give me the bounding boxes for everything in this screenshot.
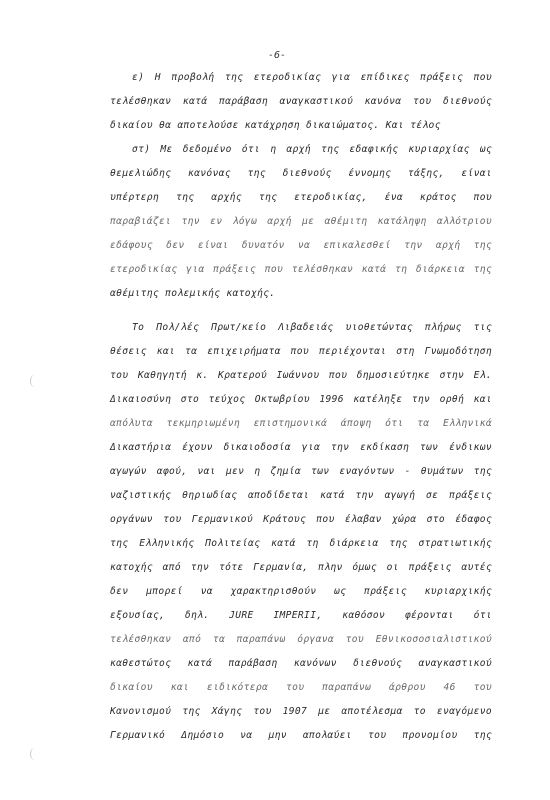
text-line: οργάνων του Γερμανικού Κράτους που έλαβαν χώρα στο έδαφος [110, 514, 492, 525]
text-line: καθεστώτος κατά παράβαση κανόνων διεθνούς αναγκαστικού [110, 658, 492, 669]
text-line: τελέσθηκαν από τα παραπάνω όργανα του Εθνικοσοσιαλιστικού [110, 634, 492, 645]
text-line: στ) Με δεδομένο ότι η αρχή της εδαφικής κυριαρχίας ως [132, 144, 492, 155]
text-line: εδάφους δεν είναι δυνατόν να επικαλεσθεί την αρχή της [110, 240, 492, 251]
text-line: θέσεις και τα επιχειρήματα που περιέχονται στη Γνωμοδότηση [110, 346, 492, 357]
text-line: δικαίου και ειδικότερα του παραπάνω άρθρου 46 του [110, 682, 492, 693]
text-line: ναζιστικής θηριωδίας αποδίδεται κατά την αγωγή σε πράξεις [110, 490, 492, 501]
text-line: απόλυτα τεκμηριωμένη επιστημονικά άποψη ότι τα Ελληνικά [110, 418, 492, 429]
text-line: εξουσίας, δηλ. JURE IMPERII, καθόσον φέρονται ότι [110, 610, 492, 621]
text-line: Το Πολ/λές Πρωτ/κείο Λιβαδειάς υιοθετώντας πλήρως τις [132, 322, 492, 333]
text-line: του Καθηγητή κ. Κρατερού Ιωάννου που δημοσιεύτηκε στην Ελ. [110, 370, 492, 381]
text-line: ετεροδικίας για πράξεις που τελέσθηκαν κατά τη διάρκεια της [110, 264, 492, 275]
text-line: αγωγών αφού, ναι μεν η ζημία των εναγόντων - θυμάτων της [110, 466, 492, 477]
text-line: τελέσθηκαν κατά παράβαση αναγκαστικού κανόνα του διεθνούς [110, 96, 492, 107]
text-line: Κανονισμού της Χάγης του 1907 με αποτέλεσμα το εναγόμενο [110, 706, 492, 717]
text-line: Δικαστήρια έχουν δικαιοδοσία για την εκδίκαση των ένδικων [110, 442, 492, 453]
binder-hole-mark [30, 375, 39, 387]
text-line: κατοχής από την τότε Γερμανία, πλην όμως οι πράξεις αυτές [110, 562, 492, 573]
binder-hole-mark [30, 748, 39, 760]
text-line: θεμελιώδης κανόνας της διεθνούς έννομης τάξης, είναι [110, 168, 492, 179]
text-line: της Ελληνικής Πολιτείας κατά τη διάρκεια της στρατιωτικής [110, 538, 492, 549]
text-line: Δικαιοσύνη στο τεύχος Οκτωβρίου 1996 κατέληξε την ορθή και [110, 394, 492, 405]
text-line: υπέρτερη της αρχής της ετεροδικίας, ένα κράτος που [110, 192, 492, 203]
text-line: παραβιάζει την εν λόγω αρχή με αθέμιτη κατάληψη αλλότριου [110, 216, 492, 227]
text-line: δεν μπορεί να χαρακτηρισθούν ως πράξεις κυριαρχικής [110, 586, 492, 597]
text-line: αθέμιτης πολεμικής κατοχής. [110, 288, 276, 299]
text-line: Γερμανικό Δημόσιο να μην απολαύει του προνομίου της [110, 730, 492, 741]
text-line: ε) Η προβολή της ετεροδικίας για επίδικες πράξεις που [132, 72, 492, 83]
text-line: δικαίου θα αποτελούσε κατάχρηση δικαιώματος. Και τέλος [110, 120, 441, 131]
page-number: -6- [268, 50, 287, 61]
